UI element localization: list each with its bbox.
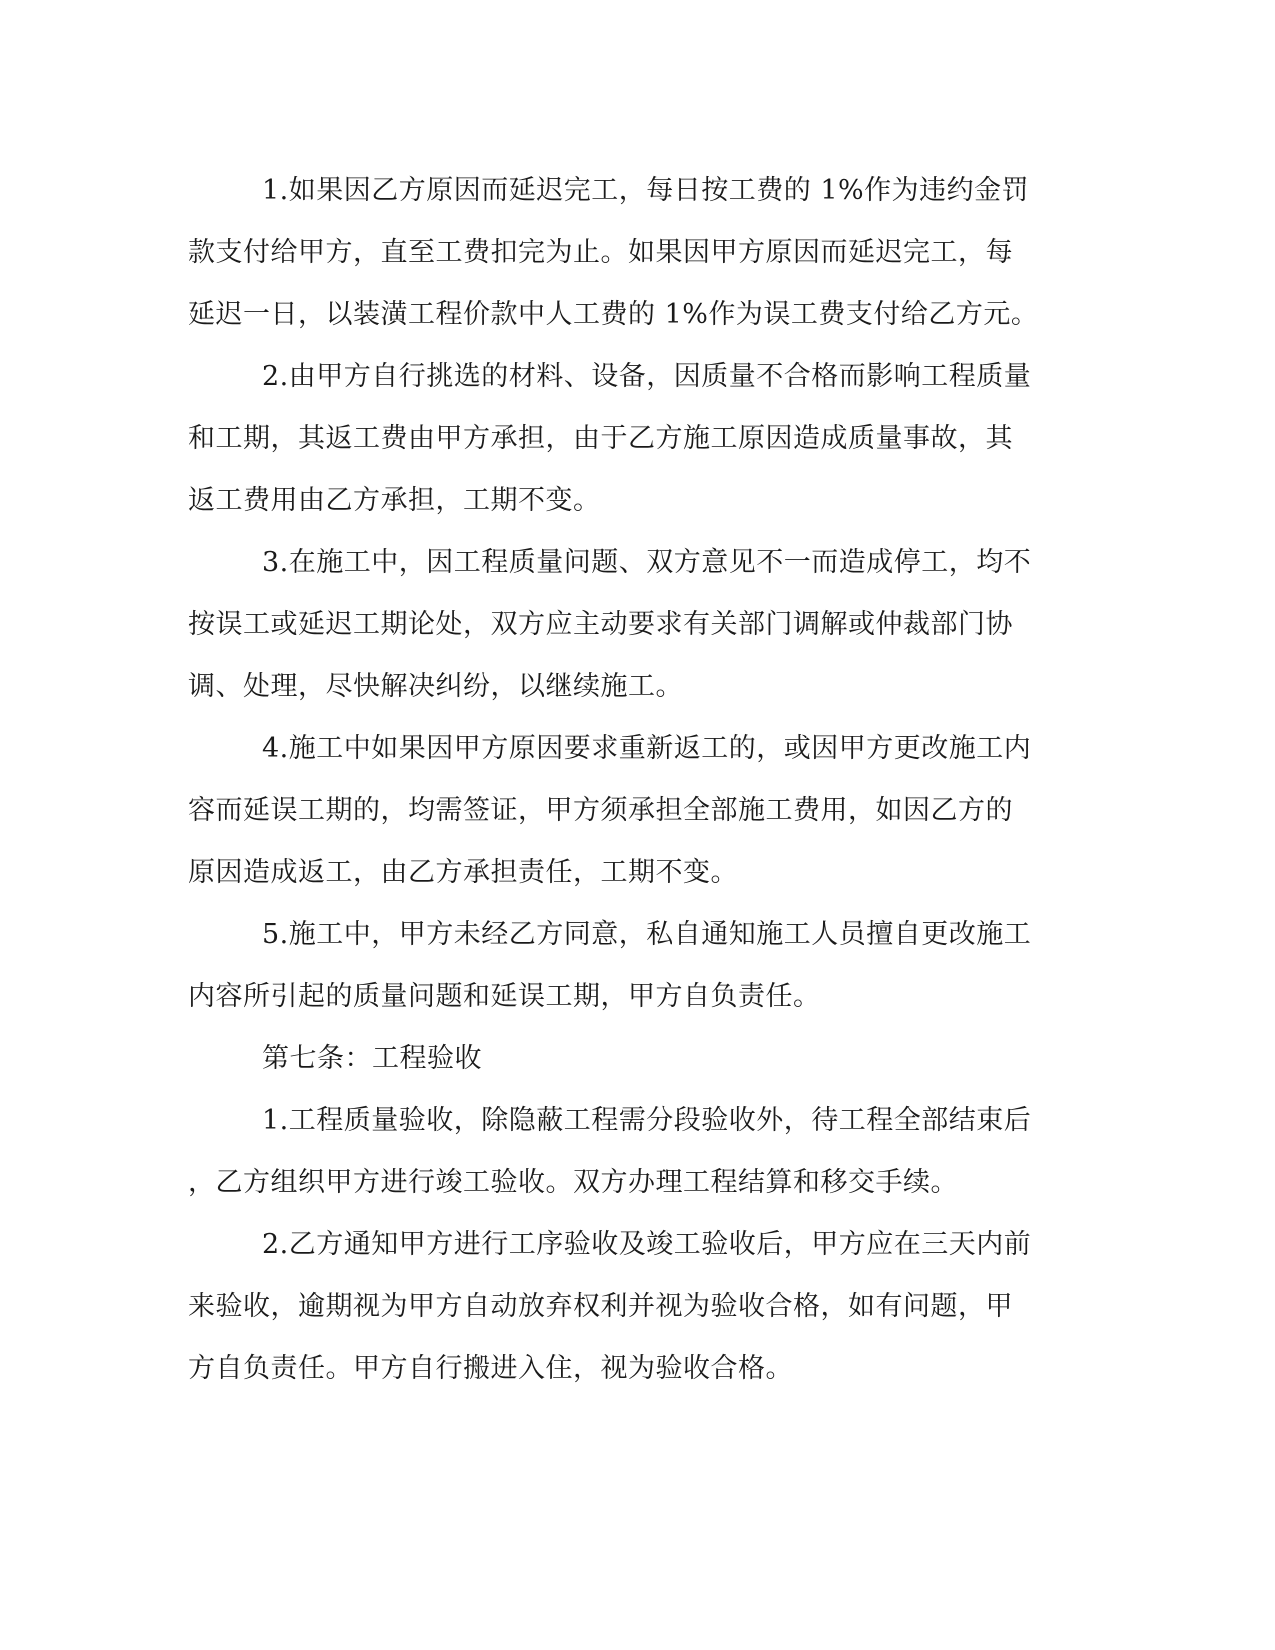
section-heading-acceptance: [188, 1028, 1068, 1090]
paragraph-material-quality: [188, 346, 1068, 532]
text-line: 原因造成返工，由乙方承担责任，工期不变。: [188, 857, 738, 888]
text-line: 容而延误工期的，均需签证，甲方须承担全部施工费用，如因乙方的: [188, 795, 1013, 826]
text-line: 按误工或延迟工期论处，双方应主动要求有关部门调解或仲裁部门协: [188, 609, 1013, 640]
text-line: 5.施工中，甲方未经乙方同意，私自通知施工人员擅自更改施工: [262, 919, 1032, 950]
paragraph-work-stoppage: [188, 532, 1068, 718]
text-line: 款支付给甲方，直至工费扣完为止。如果因甲方原因而延迟完工，每: [188, 237, 1013, 268]
paragraph-delay-penalty: [188, 160, 1068, 346]
text-line: 和工期，其返工费由甲方承担，由于乙方施工原因造成质量事故，其: [188, 423, 1013, 454]
text-line: ，乙方组织甲方进行竣工验收。双方办理工程结算和移交手续。: [188, 1167, 958, 1198]
paragraph-unauthorized-changes: [188, 904, 1068, 1028]
paragraph-acceptance-notice: [188, 1214, 1068, 1400]
paragraph-rework: [188, 718, 1068, 904]
text-line: 返工费用由乙方承担，工期不变。: [188, 485, 601, 516]
text-line: 2.乙方通知甲方进行工序验收及竣工验收后，甲方应在三天内前: [262, 1229, 1032, 1260]
text-line: 来验收，逾期视为甲方自动放弃权利并视为验收合格，如有问题，甲: [188, 1291, 1013, 1322]
paragraph-quality-acceptance: [188, 1090, 1068, 1214]
text-line: 调、处理，尽快解决纠纷，以继续施工。: [188, 671, 683, 702]
text-line: 内容所引起的质量问题和延误工期，甲方自负责任。: [188, 981, 821, 1012]
text-line: 方自负责任。甲方自行搬进入住，视为验收合格。: [188, 1353, 793, 1384]
text-line: 延迟一日，以装潢工程价款中人工费的 1%作为误工费支付给乙方元。: [188, 299, 1039, 330]
text-line: 4.施工中如果因甲方原因要求重新返工的，或因甲方更改施工内: [262, 733, 1032, 764]
text-line: 2.由甲方自行挑选的材料、设备，因质量不合格而影响工程质量: [262, 361, 1032, 392]
document-body: [188, 160, 1068, 1400]
text-line: 3.在施工中，因工程质量问题、双方意见不一而造成停工，均不: [262, 547, 1032, 578]
text-line: 1.工程质量验收，除隐蔽工程需分段验收外，待工程全部结束后: [262, 1105, 1032, 1136]
text-line: 1.如果因乙方原因而延迟完工，每日按工费的 1%作为违约金罚: [262, 175, 1030, 206]
section-heading: 第七条：工程验收: [262, 1043, 482, 1074]
